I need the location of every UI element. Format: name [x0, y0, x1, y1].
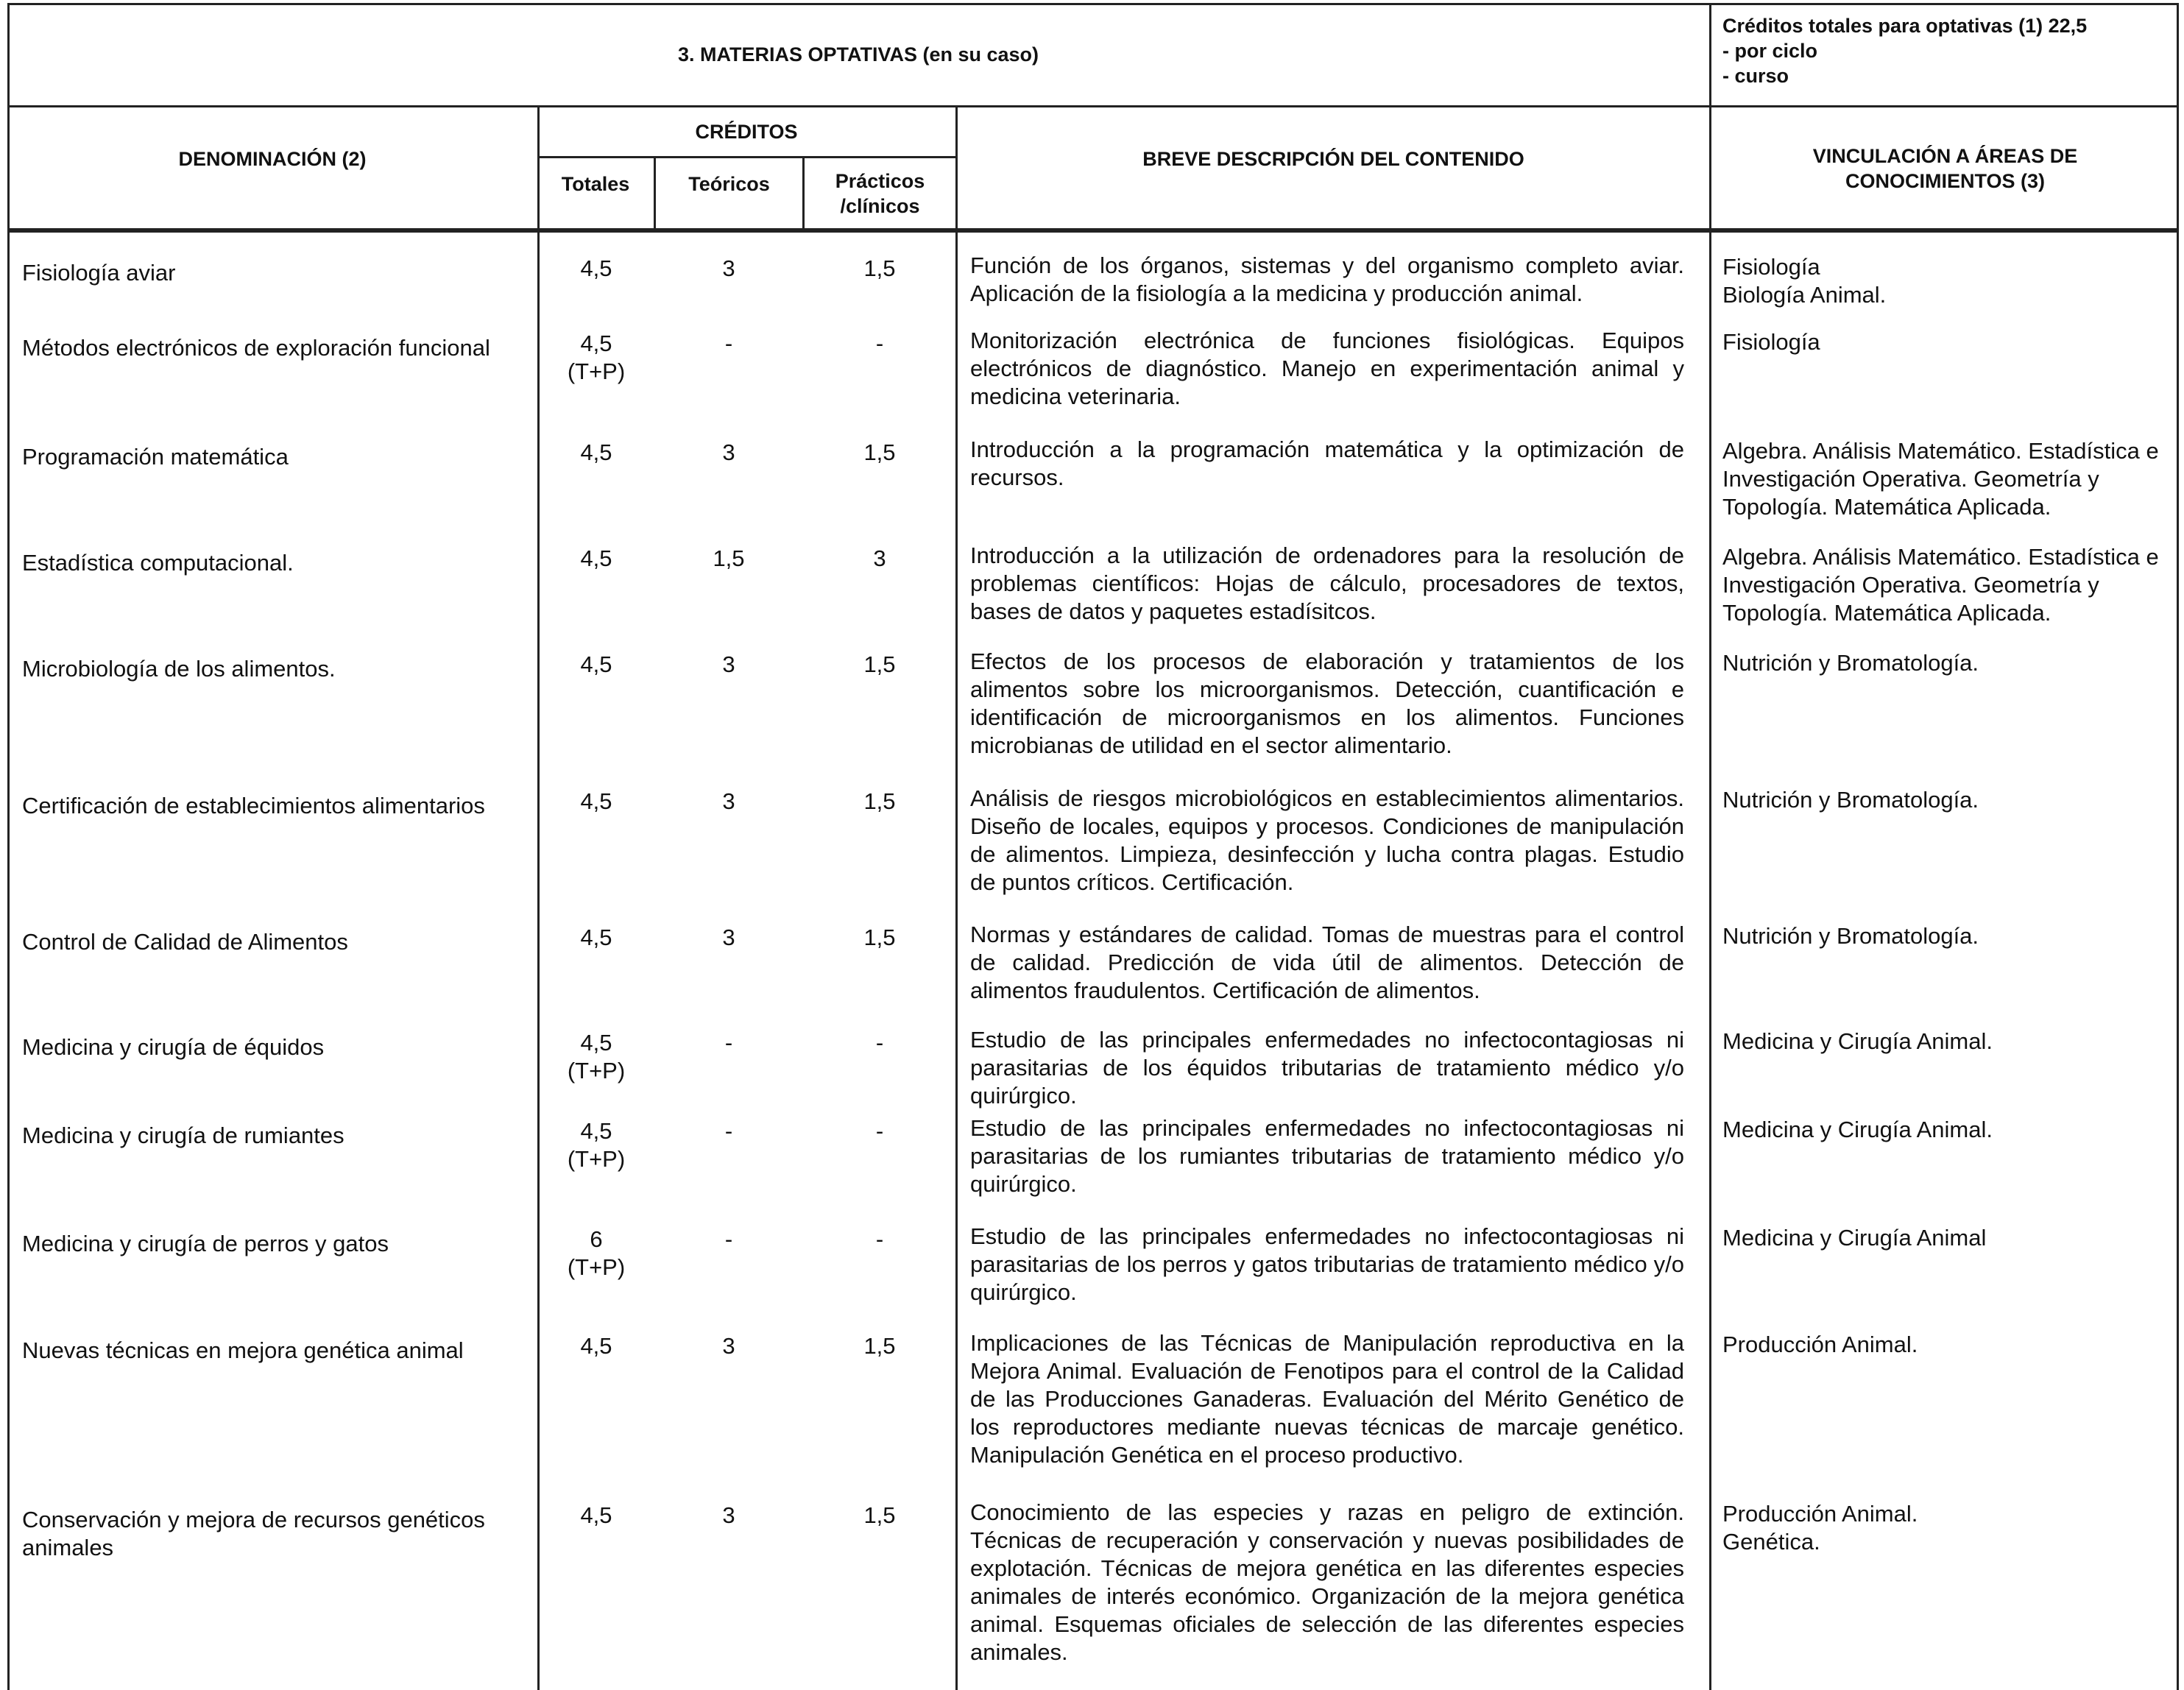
credits-totales	[545, 651, 648, 679]
body-vline-right	[2177, 233, 2179, 1690]
per-course-label: - curso	[1722, 65, 1789, 87]
credits-teoricos: 3	[722, 651, 735, 677]
credits-totales-value: 4,5	[580, 255, 612, 281]
credits-totales	[545, 1226, 648, 1281]
credits-totales-value: 4,5	[580, 924, 612, 950]
body-vline-credits	[1709, 233, 1711, 1690]
credits-totales	[545, 1029, 648, 1085]
subject-name: Programación matemática	[22, 444, 289, 470]
subject-name: Medicina y cirugía de équidos	[22, 1034, 325, 1060]
col-vinculacion-line1: VINCULACIÓN A ÁREAS DE	[1812, 144, 2078, 167]
subject-name: Control de Calidad de Alimentos	[22, 929, 348, 955]
credits-teoricos: 3	[722, 255, 735, 281]
credits-teoricos: -	[724, 1118, 733, 1144]
credits-totales-value: 4,5	[580, 651, 612, 677]
col-practicos-line2: /clínicos	[840, 194, 920, 217]
knowledge-areas: Nutrición y Bromatología.	[1722, 650, 1979, 676]
credits-totales-value: 4,5	[580, 439, 612, 465]
credits-totales-value: 4,5	[580, 1502, 612, 1528]
content-description: Estudio de las principales enfermedades no infectocontagiosas ni parasitarias de los rumiantes tributarias de tratamiento médico y/o quirúrgico.	[970, 1115, 1684, 1197]
credits-teoricos: 1,5	[713, 545, 745, 571]
content-description: Conocimiento de las especies y razas en peligro de extinción. Técnicas de recuperación y conservación y nuevas posibilidades de explotación. Técnicas de mejora genética en las diferentes especies animales de interés económico. Organización de la mejora genética animal. Esquemas oficiales de selección de las diferentes especies animales.	[970, 1499, 1684, 1665]
credits-practicos: -	[875, 1030, 884, 1056]
col-descripcion: BREVE DESCRIPCIÓN DEL CONTENIDO	[1142, 148, 1524, 170]
content-description: Introducción a la programación matemática y la optimización de recursos.	[970, 436, 1684, 490]
content-description: Estudio de las principales enfermedades no infectocontagiosas ni parasitarias de los perros y gatos tributarias de tratamiento médico y/o quirúrgico.	[970, 1223, 1684, 1305]
credits-totales	[545, 788, 648, 816]
credits-practicos: 1,5	[863, 439, 896, 465]
knowledge-areas: Medicina y Cirugía Animal	[1722, 1225, 1987, 1251]
col-vinculacion	[1711, 107, 2179, 229]
subject-name: Métodos electrónicos de exploración funcional	[22, 335, 490, 361]
credits-totales-value: 4,5	[580, 330, 612, 356]
knowledge-areas: Nutrición y Bromatología.	[1722, 923, 1979, 949]
content-description: Introducción a la utilización de ordenadores para la resolución de problemas científicos: Hojas de cálculo, procesadores de textos, bases de datos y paquetes estadísitcos.	[970, 542, 1684, 624]
credits-teoricos: 3	[722, 1502, 735, 1528]
section-title: 3. MATERIAS OPTATIVAS (en su caso)	[677, 43, 1039, 66]
credits-totales-note: (T+P)	[567, 1146, 626, 1172]
col-creditos: CRÉDITOS	[695, 121, 798, 143]
credits-teoricos: 3	[722, 924, 735, 950]
credits-totales	[545, 1332, 648, 1360]
col-teoricos: Teóricos	[688, 173, 770, 195]
content-description: Implicaciones de las Técnicas de Manipulación reproductiva en la Mejora Animal. Evaluación de Fenotipos para el control de la Calidad de las Producciones Ganaderas. Evaluación del Mérito Genético de los reproductores mediante nuevas técnicas de marcaje genético. Manipulación Genética en el proceso productivo.	[970, 1330, 1684, 1468]
col-vinculacion-line2: CONOCIMIENTOS (3)	[1845, 169, 2045, 192]
credits-total-box	[1722, 13, 2171, 88]
subject-name: Fisiología aviar	[22, 260, 176, 286]
credits-totales-value: 4,5	[580, 545, 612, 571]
credits-practicos: -	[875, 330, 884, 356]
credits-totales-value: 4,5	[580, 1030, 612, 1056]
credits-total-label: Créditos totales para optativas (1) 22,5	[1722, 15, 2088, 37]
subject-name: Certificación de establecimientos alimentarios	[22, 793, 485, 819]
subject-name: Nuevas técnicas en mejora genética animal	[22, 1337, 464, 1363]
subject-name: Microbiología de los alimentos.	[22, 656, 336, 682]
credits-totales-note: (T+P)	[567, 1058, 626, 1083]
credits-teoricos: 3	[722, 1333, 735, 1359]
credits-practicos: -	[875, 1118, 884, 1144]
credits-totales	[545, 439, 648, 467]
credits-practicos: 1,5	[863, 788, 896, 814]
col-denominacion: DENOMINACIÓN (2)	[178, 148, 367, 170]
credits-totales	[545, 545, 648, 573]
col-totales: Totales	[561, 173, 630, 195]
credits-totales	[545, 1502, 648, 1530]
knowledge-areas: Nutrición y Bromatología.	[1722, 787, 1979, 813]
body-vline-4	[955, 233, 958, 1690]
credits-practicos: 1,5	[863, 924, 896, 950]
credits-totales	[545, 255, 648, 283]
credits-teoricos: -	[724, 1030, 733, 1056]
credits-teoricos: 3	[722, 788, 735, 814]
knowledge-areas: Producción Animal. Genética.	[1722, 1501, 1918, 1555]
credits-teoricos: 3	[722, 439, 735, 465]
content-description: Efectos de los procesos de elaboración y tratamientos de los alimentos sobre los microorganismos. Detección, cuantificación e identificación de microorganismos en los alimentos. Funciones microbianas de utilidad en el sector alimentario.	[970, 648, 1684, 758]
body-vline-left	[7, 233, 10, 1690]
credits-totales-value: 4,5	[580, 1118, 612, 1144]
credits-teoricos: -	[724, 330, 733, 356]
content-description: Monitorización electrónica de funciones fisiológicas. Equipos electrónicos de diagnóstico. Manejo en experimentación animal y medicina veterinaria.	[970, 328, 1684, 409]
credits-totales	[545, 924, 648, 952]
content-description: Normas y estándares de calidad. Tomas de muestras para el control de calidad. Predicción de vida útil de alimentos. Detección de alimentos fraudulentos. Certificación de alimentos.	[970, 922, 1684, 1003]
knowledge-areas: Medicina y Cirugía Animal.	[1722, 1117, 1993, 1142]
knowledge-areas: Medicina y Cirugía Animal.	[1722, 1028, 1993, 1054]
credits-totales-value: 6	[590, 1226, 603, 1252]
content-description: Estudio de las principales enfermedades no infectocontagiosas ni parasitarias de los équidos tributarias de tratamiento médico y/o quirúrgico.	[970, 1027, 1684, 1109]
knowledge-areas: Fisiología Biología Animal.	[1722, 254, 1887, 308]
subject-name: Medicina y cirugía de rumiantes	[22, 1122, 344, 1148]
subject-name: Medicina y cirugía de perros y gatos	[22, 1231, 389, 1256]
credits-practicos: 1,5	[863, 651, 896, 677]
col-practicos	[805, 158, 955, 228]
body-vline-1	[537, 233, 540, 1690]
content-description: Función de los órganos, sistemas y del organismo completo aviar. Aplicación de la fisiología a la medicina y producción animal.	[970, 252, 1684, 306]
credits-totales-note: (T+P)	[567, 1254, 626, 1280]
credits-totales-note: (T+P)	[567, 358, 626, 384]
credits-totales-value: 4,5	[580, 788, 612, 814]
knowledge-areas: Producción Animal.	[1722, 1332, 1918, 1357]
credits-totales	[545, 330, 648, 386]
credits-practicos: 3	[873, 545, 886, 571]
subject-name: Estadística computacional.	[22, 550, 294, 576]
content-description: Análisis de riesgos microbiológicos en establecimientos alimentarios. Diseño de locales, equipos y procesos. Condiciones de manipulación de alimentos. Limpieza, desinfección y lucha contra plagas. Estudio de puntos críticos. Certificación.	[970, 785, 1684, 895]
credits-teoricos: -	[724, 1226, 733, 1252]
credits-practicos: 1,5	[863, 1333, 896, 1359]
knowledge-areas: Algebra. Análisis Matemático. Estadística e Investigación Operativa. Geometría y Topología. Matemática Aplicada.	[1722, 438, 2159, 520]
credits-totales-value: 4,5	[580, 1333, 612, 1359]
credits-totales	[545, 1117, 648, 1173]
col-practicos-line1: Prácticos	[835, 169, 925, 192]
per-cycle-label: - por ciclo	[1722, 40, 1818, 62]
knowledge-areas: Algebra. Análisis Matemático. Estadística e Investigación Operativa. Geometría y Topología. Matemática Aplicada.	[1722, 544, 2159, 626]
credits-practicos: -	[875, 1226, 884, 1252]
credits-practicos: 1,5	[863, 1502, 896, 1528]
knowledge-areas: Fisiología	[1722, 329, 1820, 355]
subject-name: Conservación y mejora de recursos genéticos animales	[22, 1507, 485, 1560]
credits-practicos: 1,5	[863, 255, 896, 281]
